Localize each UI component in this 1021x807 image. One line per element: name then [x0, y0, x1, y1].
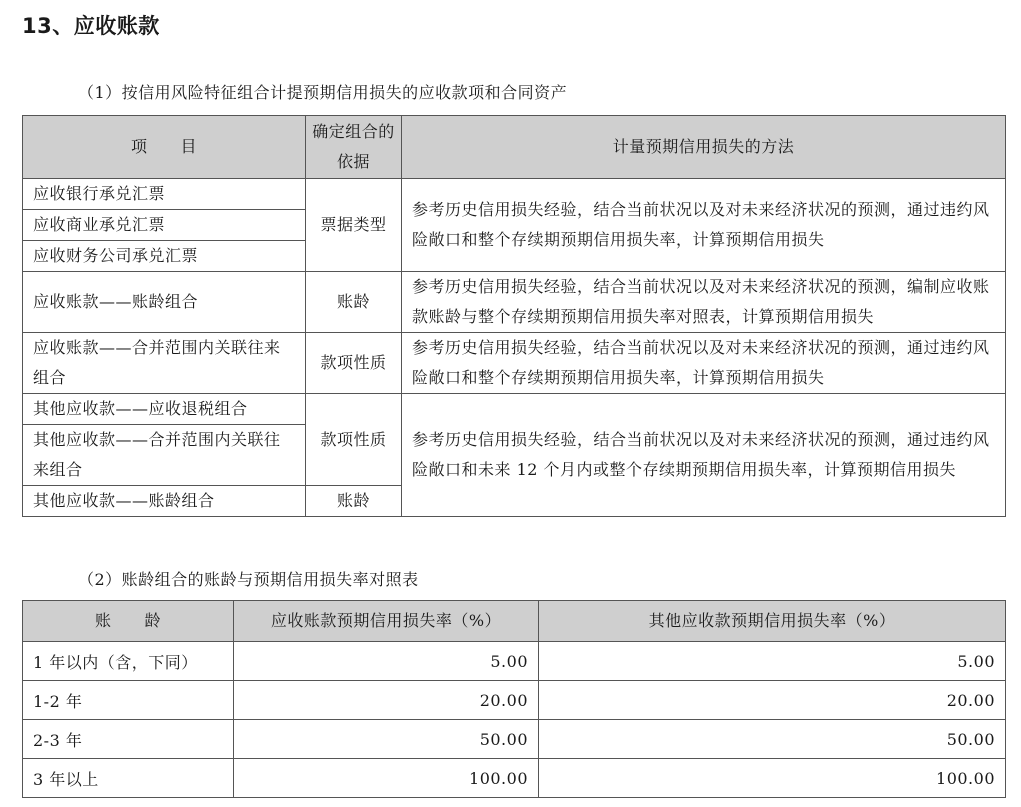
method-cell: 参考历史信用损失经验，结合当前状况以及对未来经济状况的预测，通过违约风险敞口和整个存续期预期信用损失率，计算预期信用损失	[402, 179, 1006, 272]
header-basis: 确定组合的依据	[306, 116, 402, 179]
age-cell: 3 年以上	[23, 759, 234, 798]
header-item: 项 目	[23, 116, 306, 179]
table1-title: （1）按信用风险特征组合计提预期信用损失的应收款项和合同资产	[78, 83, 568, 102]
other-rate-cell: 100.00	[539, 759, 1006, 798]
table-row	[23, 333, 1006, 394]
table-row	[23, 272, 1006, 333]
method-cell: 参考历史信用损失经验，结合当前状况以及对未来经济状况的预测，编制应收账款账龄与整个存续期预期信用损失率对照表，计算预期信用损失	[402, 272, 1006, 333]
basis-cell: 账龄	[306, 486, 402, 517]
table-row	[23, 642, 1006, 681]
basis-cell: 票据类型	[306, 179, 402, 272]
table-row	[23, 179, 1006, 210]
method-cell: 参考历史信用损失经验，结合当前状况以及对未来经济状况的预测，通过违约风险敞口和未来 12 个月内或整个存续期预期信用损失率，计算预期信用损失	[402, 394, 1006, 517]
other-rate-cell: 20.00	[539, 681, 1006, 720]
credit-loss-method-table	[22, 115, 1006, 517]
other-rate-cell: 5.00	[539, 642, 1006, 681]
table2-title: （2）账龄组合的账龄与预期信用损失率对照表	[78, 570, 419, 589]
ar-rate-cell: 5.00	[234, 642, 539, 681]
basis-cell: 款项性质	[306, 394, 402, 486]
header-age: 账 龄	[23, 601, 234, 642]
ar-rate-cell: 50.00	[234, 720, 539, 759]
table-row	[23, 681, 1006, 720]
item-cell: 应收商业承兑汇票	[23, 210, 306, 241]
header-method: 计量预期信用损失的方法	[402, 116, 1006, 179]
ar-rate-cell: 100.00	[234, 759, 539, 798]
item-cell: 应收账款——合并范围内关联往来组合	[23, 333, 306, 394]
age-cell: 2-3 年	[23, 720, 234, 759]
age-cell: 1 年以内（含，下同）	[23, 642, 234, 681]
other-rate-cell: 50.00	[539, 720, 1006, 759]
item-cell: 其他应收款——合并范围内关联往来组合	[23, 425, 306, 486]
item-cell: 应收账款——账龄组合	[23, 272, 306, 333]
item-cell: 应收财务公司承兑汇票	[23, 241, 306, 272]
table-row	[23, 720, 1006, 759]
section-heading: 13、应收账款	[22, 14, 160, 38]
method-cell: 参考历史信用损失经验，结合当前状况以及对未来经济状况的预测，通过违约风险敞口和整个存续期预期信用损失率，计算预期信用损失	[402, 333, 1006, 394]
basis-cell: 款项性质	[306, 333, 402, 394]
aging-loss-rate-table	[22, 600, 1006, 798]
table1-header-row	[23, 116, 1006, 179]
header-other-rate: 其他应收款预期信用损失率（%）	[539, 601, 1006, 642]
basis-cell: 账龄	[306, 272, 402, 333]
table-row	[23, 394, 1006, 425]
item-cell: 应收银行承兑汇票	[23, 179, 306, 210]
age-cell: 1-2 年	[23, 681, 234, 720]
table2-header-row	[23, 601, 1006, 642]
ar-rate-cell: 20.00	[234, 681, 539, 720]
table-row	[23, 759, 1006, 798]
item-cell: 其他应收款——账龄组合	[23, 486, 306, 517]
item-cell: 其他应收款——应收退税组合	[23, 394, 306, 425]
header-ar-rate: 应收账款预期信用损失率（%）	[234, 601, 539, 642]
